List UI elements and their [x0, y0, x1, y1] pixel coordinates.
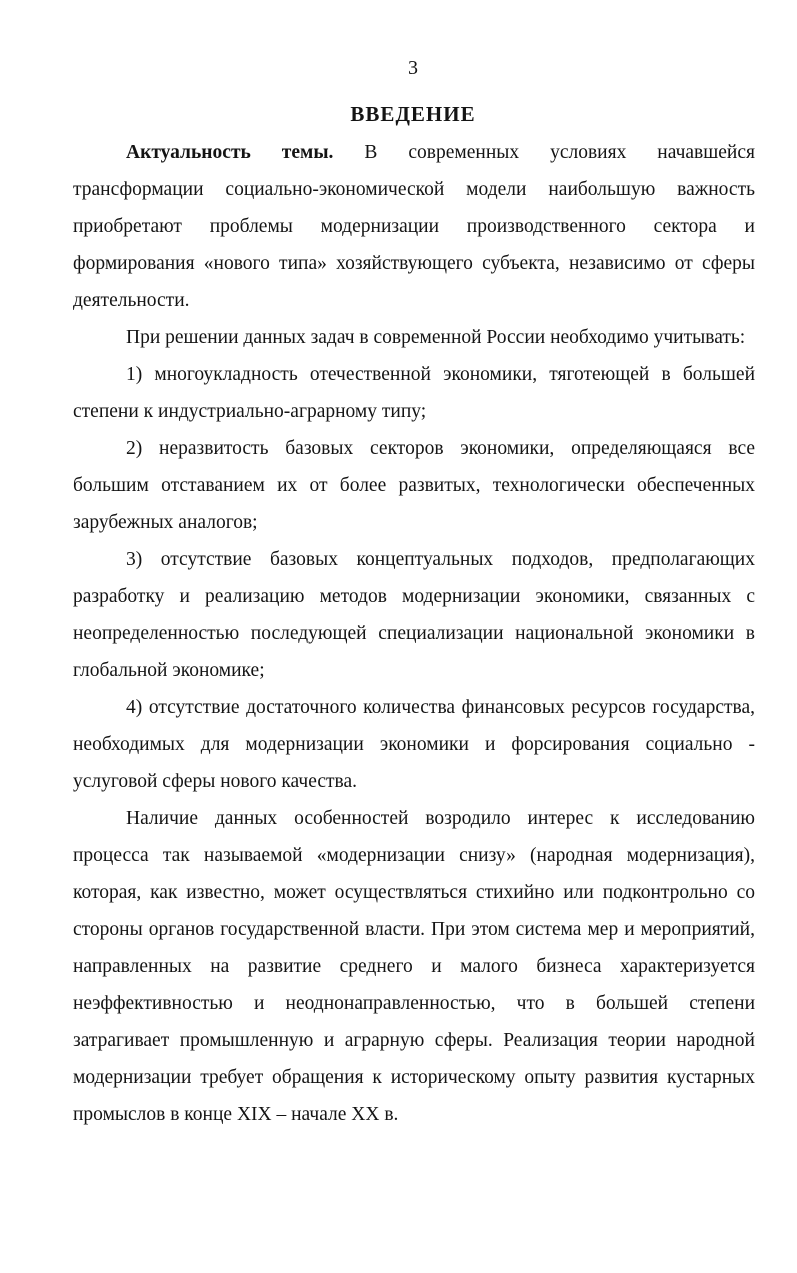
topic-relevance-label: Актуальность темы.	[126, 142, 334, 163]
intro-text: В современных условиях начавшейся трансформации социально-экономической модели наибольшую важность приобретают проблемы модернизации производственного сектора и формирования «нового типа» хозяйствующего субъекта, независимо от сферы деятельности.	[73, 142, 755, 311]
paragraph-conditions: При решении данных задач в современной России необходимо учитывать:	[126, 327, 746, 348]
body-text	[73, 134, 755, 1133]
page-number: 3	[408, 57, 418, 79]
paragraph-modernization: Наличие данных особенностей возродило интерес к исследованию процесса так называемой «модернизации снизу» (народная модернизация), которая, как известно, может осуществляться стихийно или подконтрольно со стороны органов государственной власти. При этом система мер и мероприятий, направленных на развитие среднего и малого бизнеса характеризуется неэффективностью и неоднонаправленностью, что в большей степени затрагивает промышленную и аграрную сферы. Реализация теории народной модернизации требует обращения к историческому опыту развития кустарных промыслов в конце XIX – начале XX в.	[73, 808, 755, 1125]
section-heading: ВВЕДЕНИЕ	[350, 102, 476, 126]
list-item-4: 4) отсутствие достаточного количества финансовых ресурсов государства, необходимых для модернизации экономики и форсирования социально - услуговой сферы нового качества.	[73, 697, 755, 792]
intro-paragraph	[73, 134, 755, 319]
list-item-2: 2) неразвитость базовых секторов экономики, определяющаяся все большим отставанием их от более развитых, технологически обеспеченных зарубежных аналогов;	[73, 438, 755, 533]
list-item-3: 3) отсутствие базовых концептуальных подходов, предполагающих разработку и реализацию методов модернизации экономики, связанных с неопределенностью последующей специализации национальной экономики в глобальной экономике;	[73, 549, 755, 681]
list-item-1: 1) многоукладность отечественной экономики, тяготеющей в большей степени к индустриально-аграрному типу;	[73, 364, 755, 422]
